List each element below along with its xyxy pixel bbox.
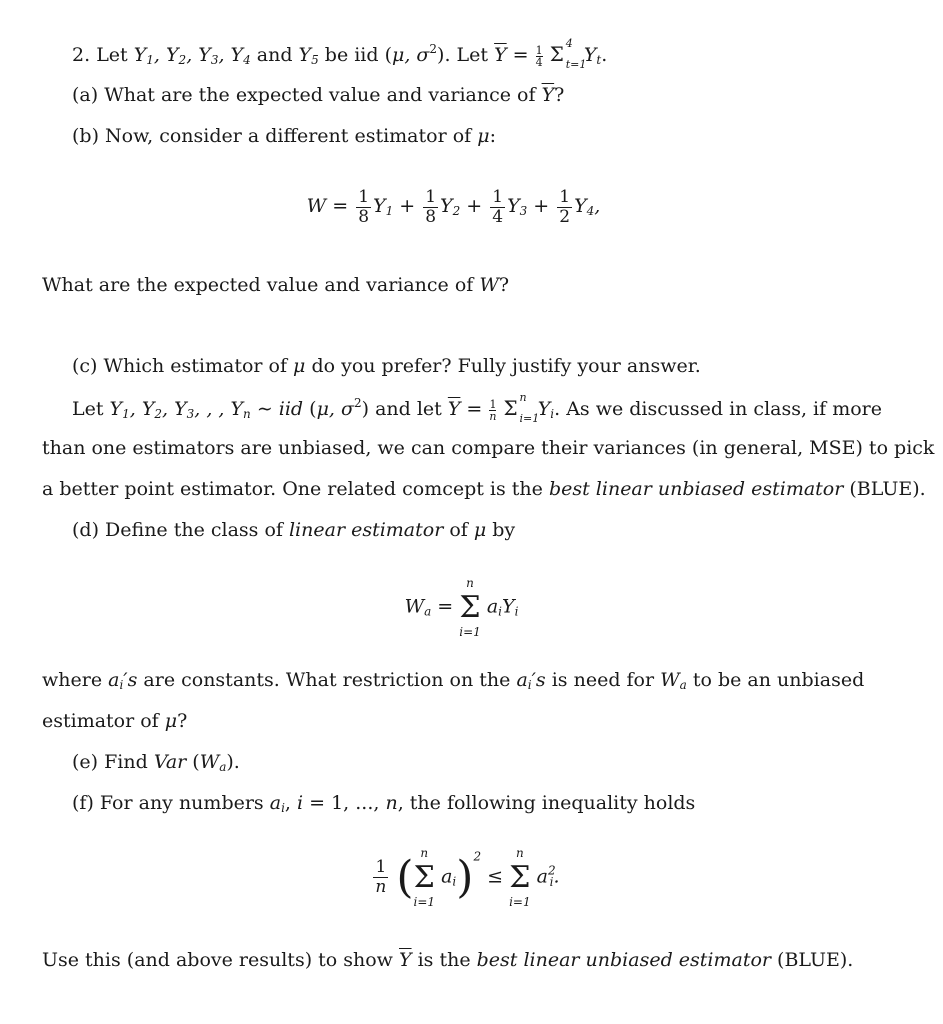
part-b-label: (b) xyxy=(72,125,99,147)
part-a-text: What are the expected value and variance of xyxy=(104,84,536,106)
part-d-where-2: estimator of μ? xyxy=(42,710,188,732)
part-f-label: (f) xyxy=(72,792,94,814)
part-f: (f) For any numbers $a_i$, i = 1, ..., n, the following inequality holds xyxy=(72,792,696,815)
part-b: (b) Now, consider a different estimator of μ: xyxy=(72,125,496,147)
closing-statement: Use this (and above results) to show $\overline{Y}$ is the best linear unbiased estimator (BLUE). xyxy=(42,949,854,971)
part-b-followup: What are the expected value and variance of W? xyxy=(42,274,510,296)
part-c-label: (c) xyxy=(72,355,98,377)
part-e-label: (e) xyxy=(72,751,99,773)
part-a: (a) What are the expected value and variance of $\overline{Y}$? xyxy=(72,84,565,106)
context-line-1: Let $Y_1$, $Y_2$, $Y_3$, , , $Y_n$ ∼ iid (μ, $\sigma^2$) and let $\overline{Y}$ = $\frac{1}{n}$ Σ n i=1 $Y_i$. As we discussed in class, if more xyxy=(72,391,882,425)
problem-statement: 2. Let $Y_1$, $Y_2$, $Y_3$, $Y_4$ and $Y_5$ be iid (μ, $\sigma^2$). Let $\overline{Y}$ = $\frac{1}{4}$ Σ 4 t=1 $Y_t$. xyxy=(72,37,608,71)
equation-w: W = $\frac{1}{8}$ $Y_1$ + $\frac{1}{8}$ $Y_2$ + $\frac{1}{4}$ $Y_3$ + $\frac{1}{2}$ $Y_4$, xyxy=(306,187,601,227)
context-line-3: a better point estimator. One related comcept is the best linear unbiased estimator (BLUE). xyxy=(42,478,926,500)
inequality: $\frac{1}{n}$ ( n Σ i=1 $a_i)^2$ ≤ n Σ i=1 $a^2_i$. xyxy=(375,846,560,909)
problem-number: 2. xyxy=(72,44,91,66)
part-d-label: (d) xyxy=(72,519,99,541)
part-d-where-1: where $a_i's$ are constants. What restriction on the $a_i's$ is need for $W_a$ to be an unbiased xyxy=(42,669,865,692)
context-line-2: than one estimators are unbiased, we can compare their variances (in general, MSE) to pick xyxy=(42,437,935,459)
part-b-text: Now, consider a different estimator of xyxy=(105,125,472,147)
part-a-label: (a) xyxy=(72,84,99,106)
part-e: (e) Find Var $(W_a)$. xyxy=(72,751,240,774)
part-d: (d) Define the class of linear estimator of μ by xyxy=(72,519,516,541)
equation-wa: $W_a$ = n Σ i=1 $a_iY_i$ xyxy=(404,576,519,639)
part-c: (c) Which estimator of μ do you prefer? Fully justify your answer. xyxy=(72,355,701,377)
